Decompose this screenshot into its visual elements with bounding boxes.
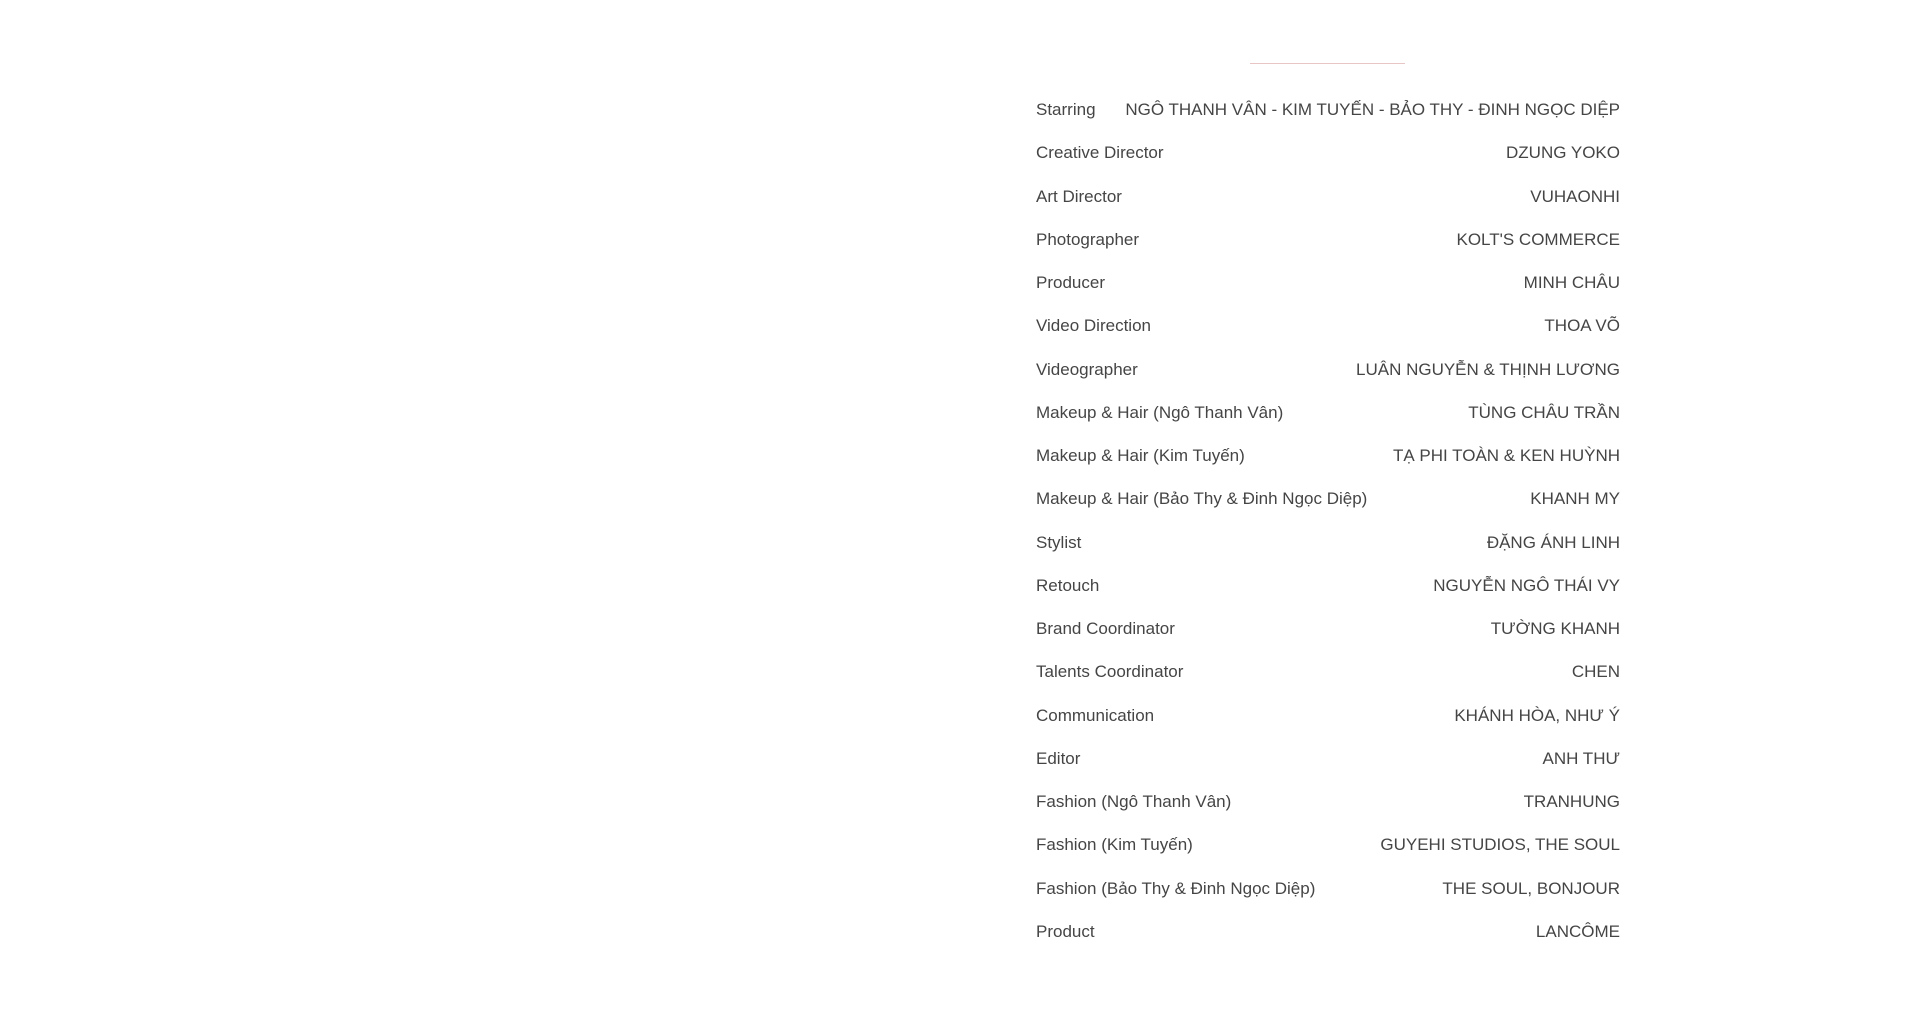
credit-name: MINH CHÂU [1523, 273, 1620, 293]
credit-row [1036, 131, 1620, 174]
credit-role: Product [1036, 921, 1095, 941]
credit-row [1036, 607, 1620, 650]
credit-name: TÙNG CHÂU TRẦN [1468, 402, 1620, 422]
credit-row [1036, 477, 1620, 520]
credit-row [1036, 694, 1620, 737]
credit-row [1036, 434, 1620, 477]
credit-row [1036, 867, 1620, 910]
credit-name: KHÁNH HÒA, NHƯ Ý [1454, 705, 1620, 725]
credit-name: DZUNG YOKO [1506, 143, 1620, 163]
credit-row [1036, 650, 1620, 693]
credit-role: Makeup & Hair (Kim Tuyến) [1036, 446, 1245, 466]
credit-name: THOA VÕ [1544, 316, 1620, 336]
credit-row [1036, 261, 1620, 304]
credit-name: ĐẶNG ÁNH LINH [1486, 532, 1620, 552]
credit-name: CHEN [1571, 662, 1620, 682]
credit-row [1036, 521, 1620, 564]
credit-name: KHANH MY [1530, 489, 1620, 509]
credit-role: Creative Director [1036, 143, 1164, 163]
section-divider [1250, 63, 1405, 64]
credit-role: Photographer [1036, 229, 1140, 249]
credit-name: TẠ PHI TOÀN & KEN HUỲNH [1392, 446, 1620, 466]
credit-role: Fashion (Kim Tuyến) [1036, 835, 1193, 855]
credit-role: Retouch [1036, 575, 1100, 595]
credit-row [1036, 88, 1620, 131]
credit-row [1036, 304, 1620, 347]
credit-name: ANH THƯ [1542, 748, 1620, 768]
credit-row [1036, 823, 1620, 866]
credit-role: Makeup & Hair (Bảo Thy & Đinh Ngọc Diệp) [1036, 489, 1368, 509]
credit-row [1036, 737, 1620, 780]
credit-name: NGUYỄN NGÔ THÁI VY [1433, 575, 1620, 595]
credit-role: Communication [1036, 705, 1155, 725]
credit-name: LUÂN NGUYỄN & THỊNH LƯƠNG [1356, 359, 1620, 379]
credit-role: Producer [1036, 273, 1105, 293]
credit-role: Fashion (Ngô Thanh Vân) [1036, 792, 1232, 812]
credit-role: Brand Coordinator [1036, 619, 1175, 639]
credit-row [1036, 175, 1620, 218]
credit-role: Fashion (Bảo Thy & Đinh Ngọc Diệp) [1036, 878, 1316, 898]
credit-row [1036, 218, 1620, 261]
credit-row [1036, 391, 1620, 434]
credit-name: LANCÔME [1535, 921, 1620, 941]
credit-role: Video Direction [1036, 316, 1151, 336]
credit-row [1036, 564, 1620, 607]
credit-role: Editor [1036, 748, 1081, 768]
credit-role: Starring [1036, 100, 1096, 120]
credit-name: THE SOUL, BONJOUR [1442, 878, 1620, 898]
credit-role: Stylist [1036, 532, 1082, 552]
credit-role: Videographer [1036, 359, 1138, 379]
credit-row [1036, 780, 1620, 823]
credit-row [1036, 910, 1620, 953]
credit-role: Art Director [1036, 186, 1122, 206]
credit-role: Makeup & Hair (Ngô Thanh Vân) [1036, 402, 1284, 422]
credit-name: GUYEHI STUDIOS, THE SOUL [1380, 835, 1620, 855]
credit-name: TƯỜNG KHANH [1490, 619, 1620, 639]
credit-role: Talents Coordinator [1036, 662, 1184, 682]
credit-row [1036, 348, 1620, 391]
credit-name: NGÔ THANH VÂN - KIM TUYẾN - BẢO THY - ĐINH NGỌC DIỆP [1125, 100, 1620, 120]
credits-list [1036, 88, 1620, 953]
credit-name: VUHAONHI [1530, 186, 1620, 206]
credit-name: KOLT'S COMMERCE [1456, 229, 1620, 249]
credit-name: TRANHUNG [1523, 792, 1620, 812]
